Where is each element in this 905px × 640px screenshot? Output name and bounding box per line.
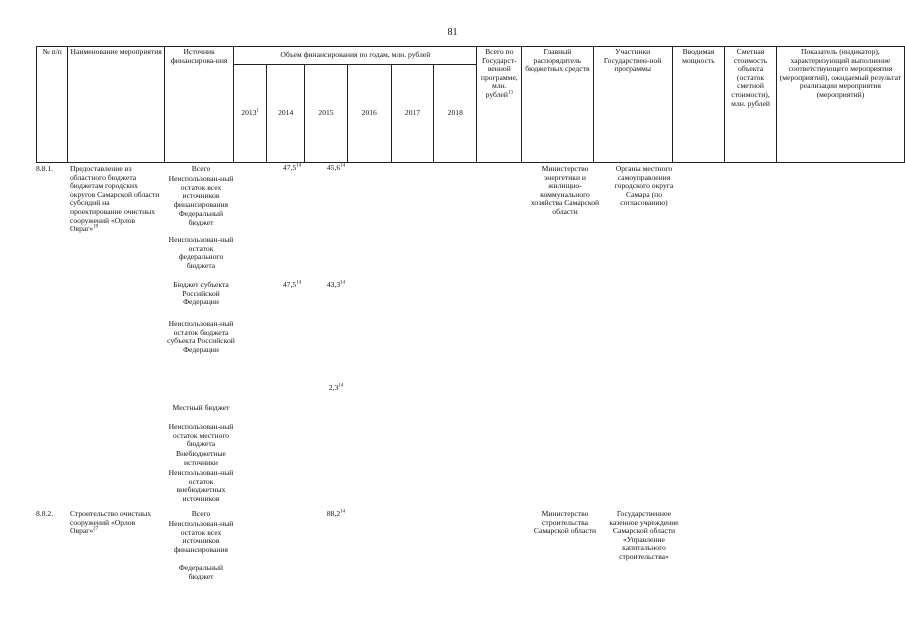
header-year-2016: 2016: [347, 65, 391, 163]
row-num: 8.8.2.: [36, 509, 54, 518]
header-year-2017: 2017: [391, 65, 433, 163]
value-2015: 88,2$^{14}$: [326, 509, 346, 518]
header-num: № п/п: [37, 47, 68, 163]
value-2014: 47,5$^{14}$: [282, 280, 302, 289]
value-2015: $2,3^{14}$: [328, 383, 344, 392]
header-source: Источник финансирова-ния: [164, 47, 233, 163]
chief-cell: Министерство энергетики и жилищно-коммунального хозяйства Самарской области: [530, 164, 600, 216]
source-item: Внебюджетные источники: [176, 449, 226, 467]
header-year-2018: 2018: [434, 65, 477, 163]
source-item: Федеральный бюджет: [178, 563, 224, 581]
source-item: Неиспользован-ный остаток внебюджетных источников: [168, 468, 234, 503]
header-total: Всего по Государст-венной программе, млн. рублей$^{13}$: [477, 47, 522, 163]
source-item: Федеральный бюджет: [178, 209, 224, 227]
participants-cell: Органы местного самоуправления городского округа Самара (по согласованию): [614, 164, 674, 208]
header-volume: Объем финансирования по годам, млн. рублей: [234, 47, 477, 65]
source-item: Неиспользован-ный остаток местного бюджета: [168, 422, 234, 449]
header-capacity: Вводимая мощность: [672, 47, 724, 163]
source-item: Всего: [191, 509, 211, 518]
source-item: Неиспользован-ный остаток всех источников финансирования: [168, 519, 234, 554]
source-item: Бюджет субъекта Российской Федерации: [173, 280, 229, 307]
value-2015: 45,6$^{14}$: [326, 163, 346, 172]
row-name: Предоставление из областного бюджета бюджетам городских округов Самарской области субсидий на проектирование очистных сооружений «Орлов Овраг»$^{19}$: [70, 164, 160, 234]
source-item: Неиспользован-ный остаток всех источников финансирования: [168, 174, 234, 209]
header-year-2013: 2013$^1$: [234, 65, 267, 163]
header-estimate: Сметная стоимость объекта (остаток сметной стоимости), млн. рублей: [725, 47, 777, 163]
header-indicator: Показатель (индикатор), характеризующий выполнение соответствующего мероприятия (мероприятий), ожидаемый результат реализации мероприятия (мероприятий): [776, 47, 904, 163]
value-2015: 43,3$^{14}$: [326, 280, 346, 289]
header-participants: Участники Государствен-ной программы: [593, 47, 672, 163]
value-2014: 47,5$^{14}$: [282, 163, 302, 172]
row-num: 8.8.1.: [36, 164, 54, 173]
row-name: Строительство очистных сооружений «Орлов Овраг»$^{27}$: [70, 509, 152, 536]
source-item: Местный бюджет: [172, 403, 230, 412]
header-name: Наименование мероприятия: [68, 47, 165, 163]
source-item: Неиспользован-ный остаток федерального бюджета: [168, 235, 234, 270]
header-year-2015: 2015: [305, 65, 347, 163]
header-chief: Главный распорядитель бюджетных средств: [522, 47, 593, 163]
header-year-2014: 2014: [266, 65, 304, 163]
source-item: Неиспользован-ный остаток бюджета субъекта Российской Федерации: [167, 319, 235, 354]
source-item: Всего: [191, 164, 211, 173]
table-header: [36, 46, 905, 163]
page-number: 81: [447, 27, 458, 38]
participants-cell: Государственное казенное учреждение Самарской области «Управление капитального строительства»: [609, 509, 679, 561]
chief-cell: Министерство строительства Самарской области: [533, 509, 597, 536]
